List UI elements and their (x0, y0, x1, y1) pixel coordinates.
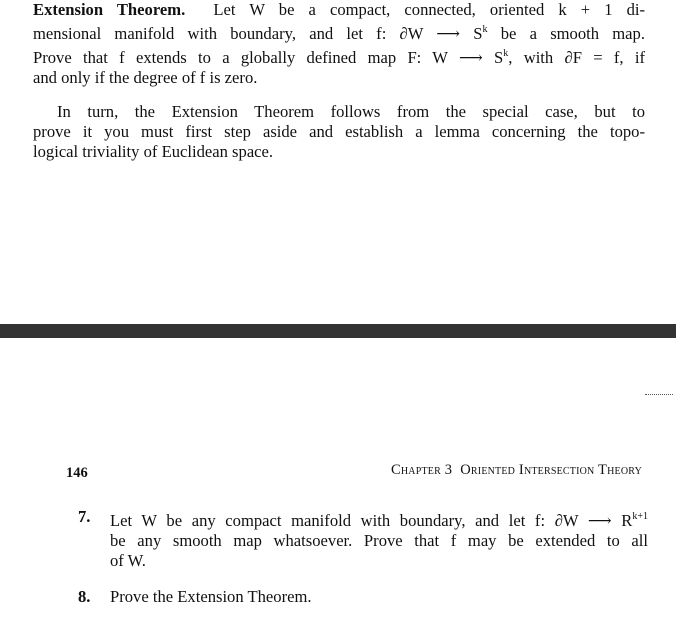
lemma-paragraph (33, 102, 645, 162)
exercise-body (110, 587, 648, 607)
exercise-line: be any smooth map whatsoever. Prove that f may be extended to all (110, 531, 648, 550)
exercise-number: 8. (78, 587, 91, 606)
exercise-number: 7. (78, 507, 91, 526)
lemma-line-3: logical triviality of Euclidean space. (33, 142, 274, 161)
theorem-line-3: Prove that f extends to a globally defined map F: W ⟶ $S^k$, with ∂F = f, if (33, 48, 645, 67)
exercise-line: Let W be any compact manifold with boundary, and let f: ∂W ⟶ $R^{k+1}$ (110, 511, 648, 530)
page-number: 146 (66, 465, 88, 481)
running-header (391, 462, 642, 479)
lemma-line-1: In turn, the Extension Theorem follows from the special case, but to (57, 102, 645, 121)
exercise-line: of W. (110, 551, 146, 570)
theorem-title: Extension Theorem. (33, 0, 186, 19)
theorem-line-1: Extension Theorem. Let W be a compact, connected, oriented k + 1 di- (33, 0, 646, 19)
theorem-line-4: and only if the degree of f is zero. (33, 68, 258, 87)
theorem-line-2: mensional manifold with boundary, and let f: ∂W ⟶ $S^k$ be a smooth map. (33, 24, 645, 43)
chapter-title: Oriented Intersection Theory (460, 462, 642, 478)
exercise-line: Prove the Extension Theorem. (110, 587, 312, 606)
exercise-body (110, 507, 648, 571)
extension-theorem-paragraph (33, 0, 645, 88)
chapter-label: Chapter 3 (391, 462, 453, 478)
page-divider (0, 324, 676, 338)
lemma-line-2: prove it you must first step aside and establish a lemma concerning the topo- (33, 122, 645, 141)
scan-smudge (645, 394, 673, 398)
